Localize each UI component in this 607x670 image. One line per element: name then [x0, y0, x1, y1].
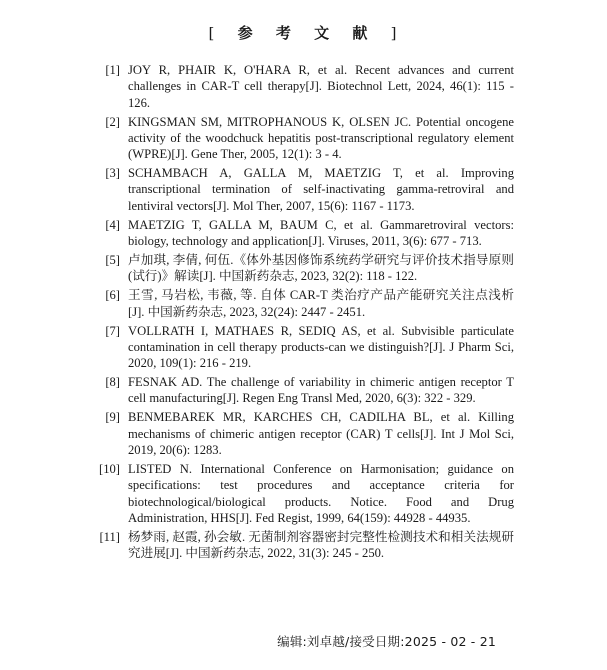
reference-number: [6] — [105, 288, 120, 303]
reference-text: VOLLRATH I, MATHAES R, SEDIQ AS, et al. Subvisible particulate contamination in cell therapy products-can we distinguish?[J]. J Pharm Sci, 2020, 109(1): 216 - 219. — [128, 323, 514, 371]
heading-char-4: 献 — [352, 24, 370, 42]
reference-number: [1] — [105, 63, 120, 77]
reference-number: [7] — [105, 323, 120, 338]
reference-text: KINGSMAN SM, MITROPHANOUS K, OLSEN JC. Potential oncogene activity of the woodchuck hepatitis post-transcriptional regulatory element (WPRE)[J]. Gene Ther, 2005, 12(1): 3 - 4. — [128, 114, 514, 162]
reference-item-11 — [84, 529, 514, 562]
reference-number: [5] — [105, 253, 120, 268]
reference-number: [10] — [99, 462, 120, 477]
reference-text: 杨梦雨, 赵霞, 孙会敏. 无菌制剂容器密封完整性检测技术和相关法规研究进展[J]. 中国新药杂志, 2022, 31(3): 245 - 250. — [128, 529, 514, 561]
reference-item-6 — [84, 287, 514, 320]
reference-number: [9] — [105, 410, 120, 425]
reference-text: MAETZIG T, GALLA M, BAUM C, et al. Gammaretroviral vectors: biology, technology and application[J]. Viruses, 2011, 3(6): 677 - 713. — [128, 217, 514, 249]
reference-item-5 — [84, 252, 514, 285]
reference-text: 王雪, 马岩松, 韦薇, 等. 自体 CAR-T 类治疗产品产能研究关注点浅析[J]. 中国新药杂志, 2023, 32(24): 2447 - 2451. — [128, 288, 514, 319]
reference-item-8 — [84, 374, 514, 407]
reference-item-7 — [84, 323, 514, 372]
reference-text: SCHAMBACH A, GALLA M, MAETZIG T, et al. Improving transcriptional termination of self-inactivating gamma-retroviral and lentiviral vectors[J]. Mol Ther, 2007, 15(6): 1167 - 1173. — [128, 166, 514, 213]
reference-number: [11] — [99, 529, 120, 544]
reference-text: LISTED N. International Conference on Harmonisation; guidance on specifications: test procedures and acceptance criteria for biotechnological/biological products. Notice. Food and Drug Administration, HHS[J]. Fed Regist, 1999, 64(159): 44928 - 44935. — [128, 462, 514, 525]
reference-number: [8] — [105, 375, 120, 390]
reference-number: [3] — [105, 166, 120, 181]
heading-char-1: 参 — [237, 24, 255, 42]
reference-text: FESNAK AD. The challenge of variability in chimeric antigen receptor T cell manufacturing[J]. Regen Eng Transl Med, 2020, 6(3): 322 - 329. — [128, 375, 514, 406]
bracket-close: ] — [390, 24, 399, 42]
reference-item-9 — [84, 409, 514, 458]
reference-text: 卢加琪, 李倩, 何伍.《体外基因修饰系统药学研究与评价技术指导原则(试行)》解读[J]. 中国新药杂志, 2023, 32(2): 118 - 122. — [128, 253, 514, 284]
reference-list — [84, 62, 514, 564]
reference-number: [2] — [105, 114, 120, 129]
editor-date-line: 编辑:刘卓越/接受日期:2025 - 02 - 21 — [277, 634, 496, 649]
heading-char-3: 文 — [314, 24, 332, 42]
reference-number: [4] — [105, 217, 120, 232]
reference-item-10 — [84, 461, 514, 526]
reference-item-1 — [84, 62, 514, 111]
reference-text: JOY R, PHAIR K, O'HARA R, et al. Recent advances and current challenges in CAR-T cell therapy[J]. Biotechnol Lett, 2024, 46(1): 115 - 126. — [128, 63, 514, 110]
reference-item-4 — [84, 217, 514, 250]
reference-item-3 — [84, 165, 514, 214]
reference-item-2 — [84, 114, 514, 163]
references-heading — [0, 22, 607, 43]
reference-text: BENMEBAREK MR, KARCHES CH, CADILHA BL, et al. Killing mechanisms of chimeric antigen receptor (CAR) T cells[J]. Int J Mol Sci, 2019, 20(6): 1283. — [128, 410, 514, 458]
bracket-open: [ — [208, 24, 217, 42]
heading-char-2: 考 — [275, 24, 293, 42]
